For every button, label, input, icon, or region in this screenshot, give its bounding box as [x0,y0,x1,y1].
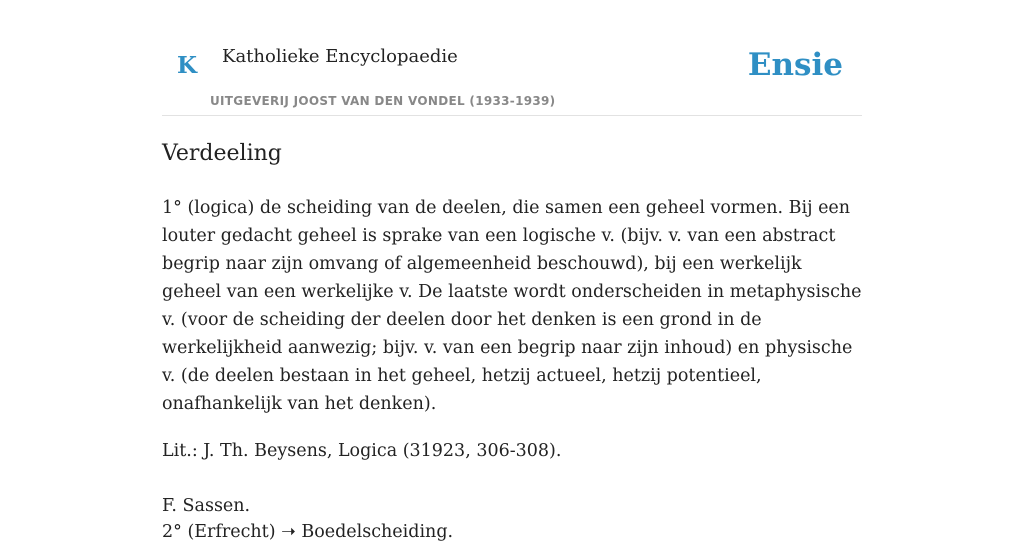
work-title[interactable]: Katholieke Encyclopaedie [222,46,458,67]
work-logo[interactable]: K [177,52,197,79]
site-header [162,0,862,116]
entry-definition-inheritance: 2° (Erfrecht) ➝ Boedelscheiding. [162,522,454,542]
entry-content [162,138,862,545]
publisher-subtitle: UITGEVERIJ JOOST VAN DEN VONDEL (1933-1939) [210,94,556,108]
ensie-brand-logo[interactable]: Ensie [747,47,843,83]
entry-title: Verdeeling [162,141,282,166]
entry-literature: Lit.: J. Th. Beysens, Logica (31923, 306-308). [162,441,562,461]
entry-definition-logic: 1° (logica) de scheiding van de deelen, die samen een geheel vormen. Bij een louter gedacht geheel is sprake van een logische v. (bijv. v. van een abstract begrip naar zijn omvang of algemeenheid beschouwd), bij een werkelijk geheel van een werkelijke v. De laatste wordt onderscheiden in metaphysische v. (voor de scheiding der deelen door het denken is een grond in de werkelijkheid aanwezig; bijv. v. van een begrip naar zijn inhoud) en physische v. (de deelen bestaan in het geheel, hetzij actueel, hetzij potentieel, onafhankelijk van het denken). [162,198,862,414]
entry-author: F. Sassen. [162,496,251,516]
